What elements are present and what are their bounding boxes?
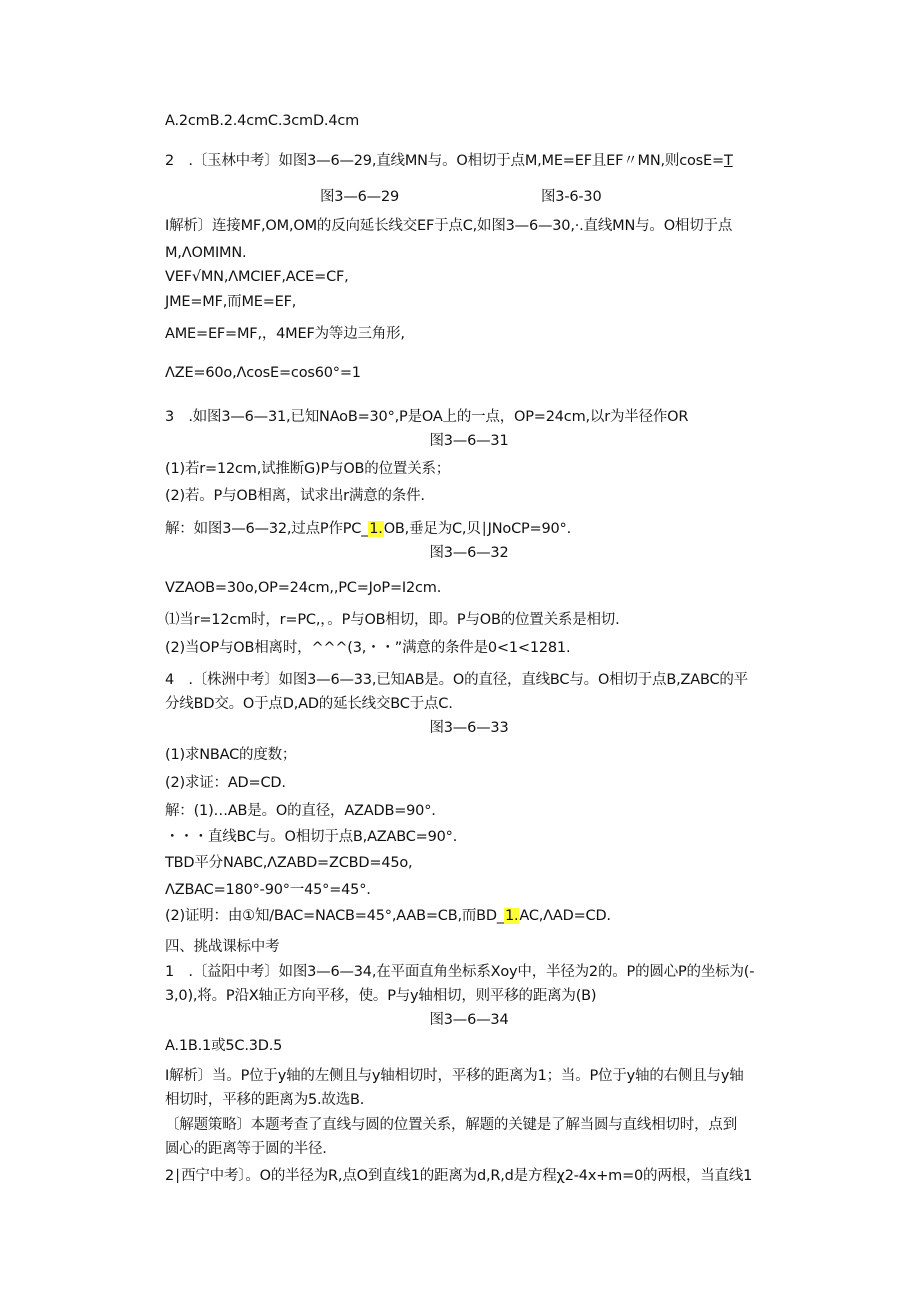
answer-options-2: A.1B.1或5C.3D.5 [165,1038,283,1054]
figure-caption-3-6-29: 图3—6—29 [320,189,400,205]
solution-4-line-2: ・・・直线BC与。O相切于点B,AZABC=90°. [165,829,458,845]
question-4-stem-2: 分线BD交。O于点D,AD的延长线交BC于点C. [165,696,453,712]
challenge-1-stem-1: 1 .〔益阳中考〕如图3—6—34,在平面直角坐标系Xoy中，半径为2的。P的圆心P的坐标为(- [165,964,755,980]
answer-options-1: A.2cmB.2.4cmC.3cmD.4cm [165,113,360,129]
analysis-line-6: ΛZE=60o,ΛcosE=cos60°=1 [165,365,361,381]
figure-caption-3-6-30: 图3-6-30 [541,189,602,205]
solution-3-line-1 [165,519,571,539]
challenge-1-analysis-2: 相切时，平移的距离为5.故选B. [165,1092,365,1108]
question-4-part-2: (2)求证：AD=CD. [165,775,286,791]
question-2-text: 2 .〔玉林中考〕如图3—6—29,直线MN与。O相切于点M,ME=EF且EF〃MN,则cosE= [165,153,724,169]
analysis-line-2: M,ΛOMIMN. [165,245,247,261]
highlighted-mark: 1. [504,908,519,924]
question-3-part-1: (1)若r=12cm,试推断G)P与OB的位置关系； [165,461,451,477]
question-4-stem-1: 4 .〔株洲中考〕如图3—6—33,已知AB是。O的直径，直线BC与。O相切于点B,ZABC的平 [165,672,748,688]
solution-3-line-3: ⑴当r=12cm时，r=PC,，。P与OB相切，即。P与OB的位置关系是相切. [165,612,620,628]
analysis-line-1: I解析〕连接MF,OM,OM的反向延长线交EF于点C,如图3—6—30,·.直线MN与。O相切于点 [165,218,733,234]
solution-4-line-4: ΛZBAC=180°-90°一45°=45°. [165,882,371,898]
strategy-line-2: 圆心的距离等于圆的半径. [165,1141,327,1157]
analysis-line-5: AME=EF=MF,，4MEF为等边三角形, [165,326,405,342]
question-2-answer: T [723,153,733,169]
question-4-part-1: (1)求NBAC的度数； [165,747,297,763]
figure-caption-3-6-33: 图3—6—33 [429,720,509,736]
challenge-2-stem: 2∣西宁中考〕。O的半径为R,点O到直线1的距离为d,R,d是方程χ2-4x+m=0的两根，当直线1 [165,1168,753,1184]
analysis-line-4: JME=MF,而ME=EF, [165,294,297,310]
solution-3-line-4: (2)当OP与OB相离时，^^^(3,・・”满意的条件是0<1<1281. [165,640,571,656]
solution-4-line-3: TBD平分NABC,ΛZABD=ZCBD=45o, [165,855,413,871]
question-3-part-2: (2)若。P与OB相离，试求出r满意的条件. [165,488,425,504]
analysis-line-3: VEF√MN,ΛMCIEF,ACE=CF, [165,269,349,285]
challenge-1-stem-2: 3,0),将。P沿X轴正方向平移，使。P与y轴相切，则平移的距离为(B) [165,988,597,1004]
solution-4-text-b: AC,ΛAD=CD. [519,908,611,924]
solution-3-text-a: 解：如图3—6—32,过点P作PC_ [165,521,369,537]
section-heading: 四、挑战课标中考 [165,939,280,955]
figure-caption-3-6-32: 图3—6—32 [429,545,509,561]
figure-caption-3-6-31: 图3—6—31 [429,433,509,449]
solution-3-text-b: OB,垂足为C,贝∣JNoCP=90°. [383,521,571,537]
solution-4-line-5 [165,906,611,926]
challenge-1-analysis-1: I解析〕当。P位于y轴的左侧且与y轴相切时，平移的距离为1；当。P位于y轴的右侧且与y轴 [165,1068,744,1084]
question-2-stem [165,151,733,171]
figure-caption-3-6-34: 图3—6—34 [429,1012,509,1028]
solution-4-text-a: (2)证明：由①知/BAC=NACB=45°,AAB=CB,而BD_ [165,908,504,924]
question-3-stem: 3 .如图3—6—31,已知NAoB=30°,P是OA上的一点，OP=24cm,以r为半径作OR [165,409,689,425]
highlighted-mark: 1. [369,521,383,537]
solution-4-line-1: 解：(1)…AB是。O的直径，AZADB=90°. [165,803,436,819]
solution-3-line-2: VZAOB=30o,OP=24cm,,PC=JoP=I2cm. [165,580,442,596]
strategy-line-1: 〔解题策略〕本题考查了直线与圆的位置关系，解题的关键是了解当圆与直线相切时，点到 [165,1117,737,1133]
